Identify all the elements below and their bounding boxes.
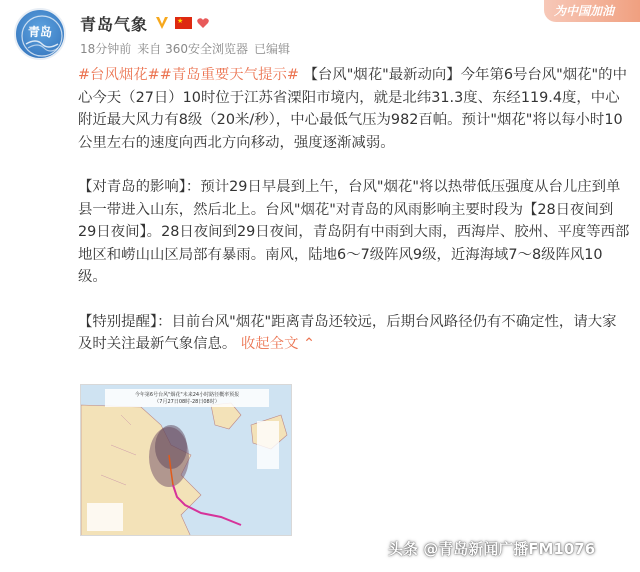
map-title: 今年第6号台风"烟花"未来24小时路径概率预报 [134, 392, 240, 398]
heart-badge-icon [196, 16, 210, 30]
edited-label: 已编辑 [254, 42, 291, 56]
post-meta [80, 40, 290, 57]
post-content [78, 64, 630, 378]
map-subtitle: （7月27日08时-28日08时） [154, 399, 220, 405]
paragraph-2: 【对青岛的影响】：预计29日早晨到上午，台风"烟花"将以热带低压强度从台儿庄到单县一带进入山东，然后北上。台风"烟花"对青岛的风雨影响主要时段为【28日夜间到29日夜间】。28日夜间到29日夜间，青岛阴有中雨到大雨，西海岸、胶州、平度等西部地区和崂山山区局部有暴雨。南风，陆地6～7级阵风9级，近海海域7～8级阵风10级。 [78, 179, 630, 285]
avatar[interactable] [14, 8, 66, 60]
avatar-text: 青岛 [28, 25, 53, 39]
account-name-row [80, 12, 210, 34]
post-time[interactable]: 18分钟前 [80, 42, 132, 56]
post-source: 来自 360安全浏览器 [137, 42, 249, 56]
collapse-button[interactable]: 收起全文 ⌃ [240, 336, 316, 352]
china-flag-icon: ★ [175, 17, 192, 29]
account-name[interactable]: 青岛气象 [80, 14, 149, 34]
china-cheer-banner: 为中国加油 [544, 0, 640, 22]
hashtag-typhoon[interactable]: #台风烟花# [78, 67, 160, 83]
typhoon-forecast-map-image[interactable] [80, 384, 292, 536]
paragraph-3 [78, 311, 630, 356]
hashtag-qingdao-weather[interactable]: #青岛重要天气提示# [159, 67, 299, 83]
post-header [0, 0, 640, 64]
chevron-up-icon: ⌃ [303, 336, 316, 352]
source-watermark: 头条 @青岛新闻广播FM1076 [388, 540, 596, 558]
verified-badge-icon [154, 15, 170, 31]
paragraph-1-text: 【台风"烟花"最新动向】今年第6号台风"烟花"的中心今天（27日）10时位于江苏省溧阳市境内，就是北纬31.3度、东经119.4度，中心附近最大风力有8级（20米/秒），中心最低气压为982百帕。预计"烟花"将以每小时10公里左右的速度向西北方向移动，强度逐渐减弱。 [78, 67, 627, 151]
paragraph-1 [78, 64, 630, 154]
paragraph-3-text: 【特别提醒】：目前台风"烟花"距离青岛还较远，后期台风路径仍有不确定性，请大家及时关注最新气象信息。 [78, 313, 617, 352]
typhoon-map-graphic [81, 385, 292, 536]
